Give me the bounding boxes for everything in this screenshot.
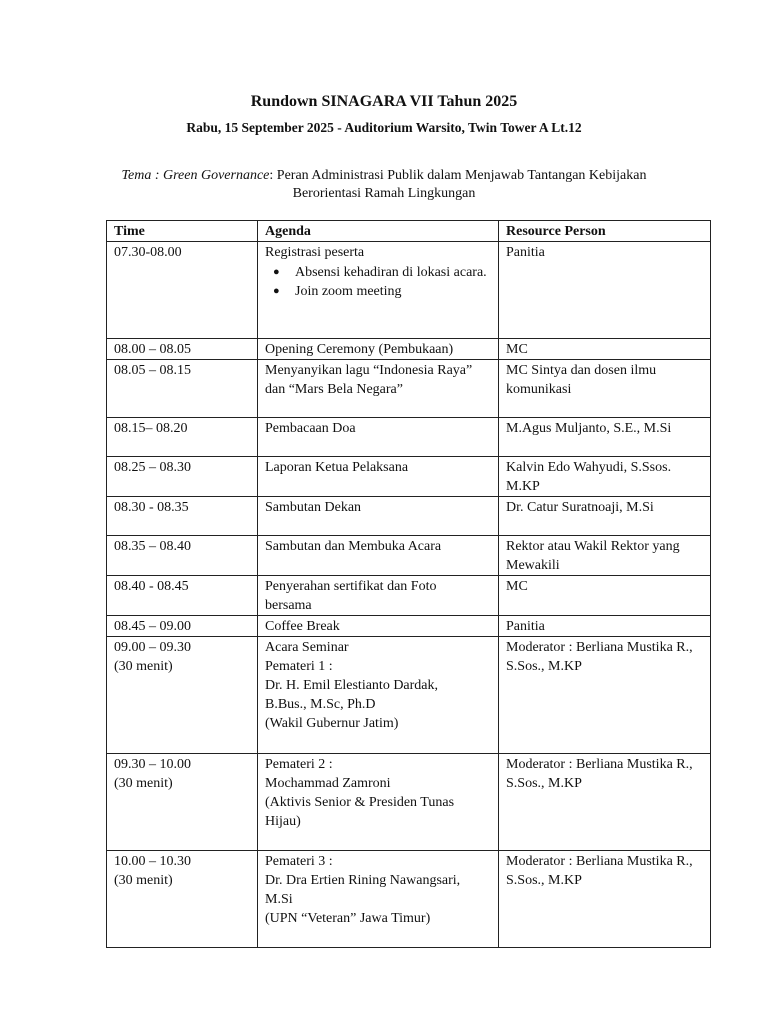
time-cell bbox=[107, 360, 258, 418]
table-row bbox=[107, 637, 711, 754]
time-cell-line: 08.15– 08.20 bbox=[114, 421, 188, 436]
resource-person-cell-line: M.KP bbox=[506, 479, 540, 494]
agenda-cell-line: (Aktivis Senior & Presiden Tunas bbox=[265, 795, 455, 810]
header-time: Time bbox=[107, 221, 258, 242]
agenda-cell bbox=[258, 754, 499, 851]
resource-person-cell-line: komunikasi bbox=[506, 382, 572, 397]
theme-line-2: Berorientasi Ramah Lingkungan bbox=[292, 186, 476, 201]
table-row bbox=[107, 754, 711, 851]
agenda-cell-line: B.Bus., M.Sc, Ph.D bbox=[265, 697, 376, 712]
table-row bbox=[107, 576, 711, 616]
agenda-cell bbox=[258, 637, 499, 754]
resource-person-cell-line: Kalvin Edo Wahyudi, S.Ssos. bbox=[506, 460, 672, 475]
agenda-cell bbox=[258, 616, 499, 637]
resource-person-cell bbox=[499, 418, 711, 457]
agenda-cell-line: Sambutan Dekan bbox=[265, 500, 362, 515]
agenda-bullet-list bbox=[265, 264, 491, 300]
theme-label: Tema : Green Governance bbox=[121, 168, 270, 183]
time-cell bbox=[107, 851, 258, 948]
header-resource-person: Resource Person bbox=[499, 221, 711, 242]
agenda-cell-line: Menyanyikan lagu “Indonesia Raya” bbox=[265, 363, 473, 378]
agenda-cell bbox=[258, 242, 499, 339]
time-cell bbox=[107, 339, 258, 360]
table-header-row bbox=[107, 221, 711, 242]
agenda-cell-line: Acara Seminar bbox=[265, 640, 349, 655]
time-cell-line: 07.30-08.00 bbox=[114, 245, 182, 260]
agenda-cell bbox=[258, 576, 499, 616]
resource-person-cell-line: Rektor atau Wakil Rektor yang bbox=[506, 539, 680, 554]
document-title: Rundown SINAGARA VII Tahun 2025 bbox=[250, 93, 518, 110]
table-row bbox=[107, 339, 711, 360]
resource-person-cell-line: Mewakili bbox=[506, 558, 560, 573]
agenda-cell bbox=[258, 339, 499, 360]
table-row bbox=[107, 457, 711, 497]
agenda-cell bbox=[258, 536, 499, 576]
resource-person-cell-line: S.Sos., M.KP bbox=[506, 776, 582, 791]
agenda-cell-line: dan “Mars Bela Negara” bbox=[265, 382, 403, 397]
resource-person-cell bbox=[499, 576, 711, 616]
agenda-cell-line: Pemateri 3 : bbox=[265, 854, 333, 869]
agenda-cell-line: Laporan Ketua Pelaksana bbox=[265, 460, 409, 475]
agenda-cell bbox=[258, 418, 499, 457]
agenda-cell-line: Dr. Dra Ertien Rining Nawangsari, bbox=[265, 873, 461, 888]
agenda-cell-line: Coffee Break bbox=[265, 619, 340, 634]
resource-person-cell bbox=[499, 360, 711, 418]
time-cell-line: 08.30 - 08.35 bbox=[114, 500, 189, 515]
time-cell-line: 09.30 – 10.00 bbox=[114, 757, 191, 772]
theme-text bbox=[0, 167, 768, 203]
header-agenda: Agenda bbox=[258, 221, 499, 242]
resource-person-cell-line: Dr. Catur Suratnoaji, M.Si bbox=[506, 500, 654, 515]
resource-person-cell-line: S.Sos., M.KP bbox=[506, 873, 582, 888]
agenda-bullet-item: ● Absensi kehadiran di lokasi acara. bbox=[295, 264, 491, 281]
table-row bbox=[107, 851, 711, 948]
resource-person-cell bbox=[499, 637, 711, 754]
theme-line-1: : Peran Administrasi Publik dalam Menjawab Tantangan Kebijakan bbox=[269, 168, 647, 183]
time-cell-line: 10.00 – 10.30 bbox=[114, 854, 191, 869]
agenda-cell-line: M.Si bbox=[265, 892, 293, 907]
agenda-cell-line: (Wakil Gubernur Jatim) bbox=[265, 716, 399, 731]
agenda-cell-line: Opening Ceremony (Pembukaan) bbox=[265, 342, 454, 357]
table-row bbox=[107, 497, 711, 536]
time-cell bbox=[107, 242, 258, 339]
rundown-table bbox=[106, 220, 711, 948]
time-cell bbox=[107, 637, 258, 754]
time-cell bbox=[107, 616, 258, 637]
agenda-cell-line: Sambutan dan Membuka Acara bbox=[265, 539, 442, 554]
agenda-cell-line: Dr. H. Emil Elestianto Dardak, bbox=[265, 678, 439, 693]
resource-person-cell-line: Panitia bbox=[506, 619, 545, 634]
resource-person-cell-line: Moderator : Berliana Mustika R., bbox=[506, 640, 693, 655]
table-row bbox=[107, 360, 711, 418]
resource-person-cell-line: MC Sintya dan dosen ilmu bbox=[506, 363, 657, 378]
time-cell bbox=[107, 497, 258, 536]
agenda-cell bbox=[258, 497, 499, 536]
agenda-cell-line: (UPN “Veteran” Jawa Timur) bbox=[265, 911, 431, 926]
resource-person-cell-line: S.Sos., M.KP bbox=[506, 659, 582, 674]
table-row bbox=[107, 616, 711, 637]
agenda-cell-line: Hijau) bbox=[265, 814, 301, 829]
time-cell-line: 08.05 – 08.15 bbox=[114, 363, 191, 378]
time-cell-line: 08.25 – 08.30 bbox=[114, 460, 191, 475]
resource-person-cell bbox=[499, 497, 711, 536]
agenda-cell-line: bersama bbox=[265, 598, 312, 613]
time-cell-line: (30 menit) bbox=[114, 659, 173, 674]
time-cell-line: 08.40 - 08.45 bbox=[114, 579, 189, 594]
table-row bbox=[107, 536, 711, 576]
resource-person-cell bbox=[499, 457, 711, 497]
time-cell bbox=[107, 536, 258, 576]
agenda-bullet-item: ● Join zoom meeting bbox=[295, 283, 491, 300]
agenda-cell-line: Pemateri 1 : bbox=[265, 659, 333, 674]
time-cell bbox=[107, 418, 258, 457]
time-cell-line: (30 menit) bbox=[114, 873, 173, 888]
agenda-cell-line: Registrasi peserta bbox=[265, 245, 365, 260]
agenda-cell-line: Pemateri 2 : bbox=[265, 757, 333, 772]
resource-person-cell bbox=[499, 851, 711, 948]
document-subtitle: Rabu, 15 September 2025 - Auditorium Warsito, Twin Tower A Lt.12 bbox=[186, 120, 582, 135]
agenda-cell bbox=[258, 457, 499, 497]
resource-person-cell bbox=[499, 536, 711, 576]
resource-person-cell bbox=[499, 616, 711, 637]
agenda-cell-line: Penyerahan sertifikat dan Foto bbox=[265, 579, 437, 594]
time-cell-line: 08.45 – 09.00 bbox=[114, 619, 191, 634]
resource-person-cell-line: M.Agus Muljanto, S.E., M.Si bbox=[506, 421, 672, 436]
resource-person-cell bbox=[499, 339, 711, 360]
time-cell-line: 09.00 – 09.30 bbox=[114, 640, 191, 655]
resource-person-cell-line: Moderator : Berliana Mustika R., bbox=[506, 757, 693, 772]
resource-person-cell bbox=[499, 242, 711, 339]
resource-person-cell-line: Moderator : Berliana Mustika R., bbox=[506, 854, 693, 869]
agenda-cell-line: Mochammad Zamroni bbox=[265, 776, 391, 791]
time-cell bbox=[107, 457, 258, 497]
time-cell-line: 08.35 – 08.40 bbox=[114, 539, 191, 554]
resource-person-cell-line: MC bbox=[506, 579, 528, 594]
resource-person-cell bbox=[499, 754, 711, 851]
time-cell-line: (30 menit) bbox=[114, 776, 173, 791]
agenda-cell bbox=[258, 360, 499, 418]
time-cell bbox=[107, 754, 258, 851]
resource-person-cell-line: Panitia bbox=[506, 245, 545, 260]
agenda-cell bbox=[258, 851, 499, 948]
agenda-cell-line: Pembacaan Doa bbox=[265, 421, 356, 436]
time-cell bbox=[107, 576, 258, 616]
table-row bbox=[107, 242, 711, 339]
resource-person-cell-line: MC bbox=[506, 342, 528, 357]
table-row bbox=[107, 418, 711, 457]
time-cell-line: 08.00 – 08.05 bbox=[114, 342, 191, 357]
